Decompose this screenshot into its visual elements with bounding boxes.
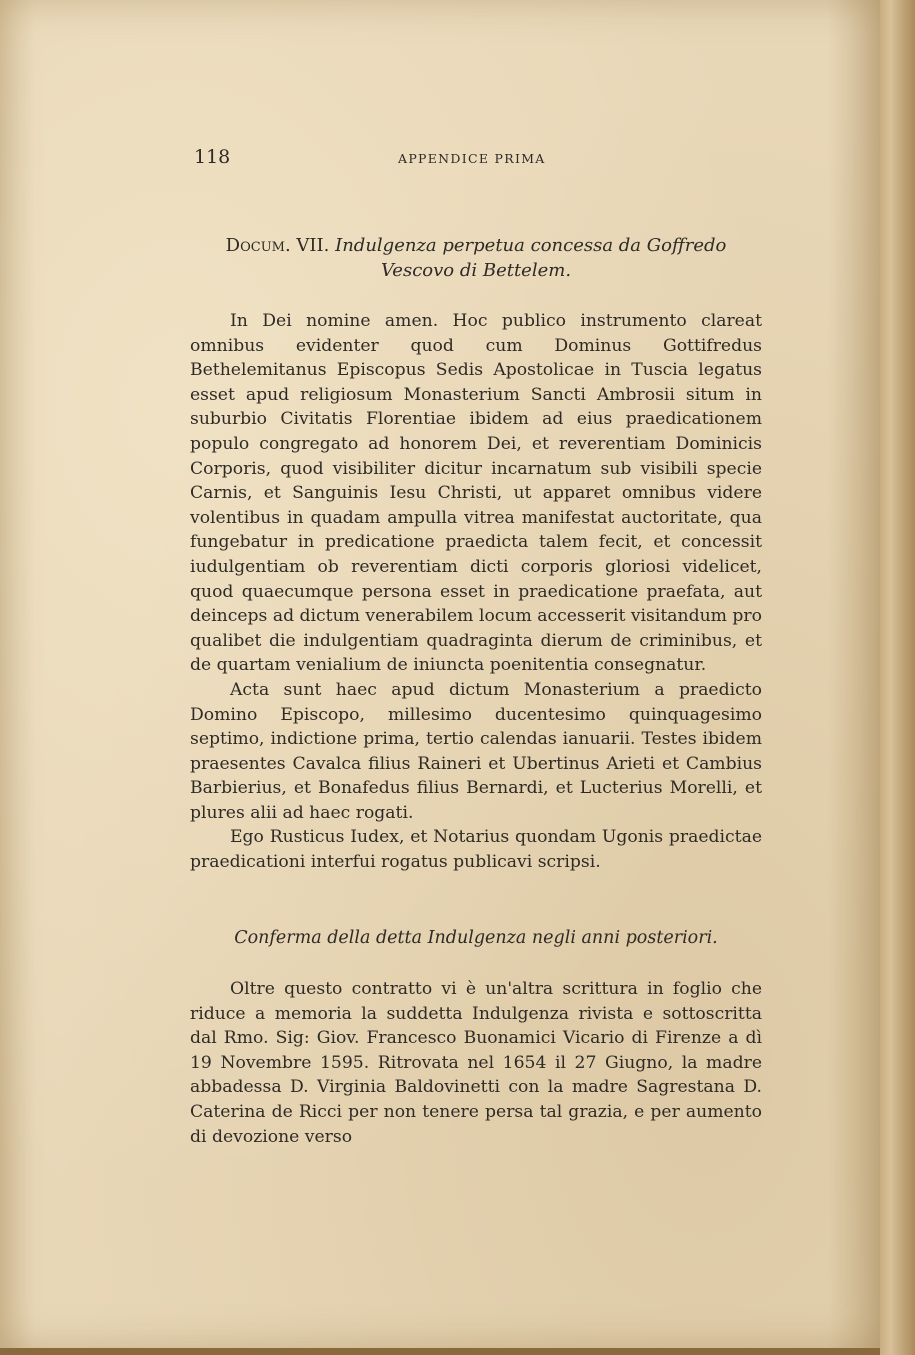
paragraph: In Dei nomine amen. Hoc publico instrumento clareat omnibus evidenter quod cum Dominus Gottifredus Bethelemitanus Episcopus Sedis Apostolicae in Tuscia legatus esset apud religiosum Monasterium Sancti Ambrosii situm in suburbio Civitatis Florentiae ibidem ad eius praedicationem populo congregato ad honorem Dei, et reverentiam Dominicis Corporis, quod visibiliter dicitur incarnatum sub visibili specie Carnis, et Sanguinis Iesu Christi, ut apparet omnibus videre volentibus in quadam ampulla vitrea manifestat auctoritate, qua fungebatur in predicatione praedicta talem fecit, et concessit iudulgentiam ob reverentiam dicti corporis gloriosi videlicet, quod quaecumque persona esset in praedicatione praefata, aut deinceps ad dictum venerabilem locum accesserit visitandum pro qualibet die indulgentiam quadraginta dierum de criminibus, et de quartam venialium de iniuncta poenitentia consegnatur.: [190, 311, 762, 676]
page-number: 118: [194, 146, 231, 168]
document-title-text: Indulgenza perpetua concessa da Goffredo Vescovo di Bettelem.: [335, 235, 727, 281]
running-head: APPENDICE PRIMA: [398, 151, 546, 166]
section-subheading: Conferma della detta Indulgenza negli anni posteriori.: [234, 928, 718, 948]
paragraph: Oltre questo contratto vi è un'altra scrittura in foglio che riduce a memoria la suddetta Indulgenza rivista e sottoscritta dal Rmo. Sig: Giov. Francesco Buonamici Vicario di Firenze a dì 19 Novembre 1595. Ritrovata nel 1654 il 27 Giugno, la madre abbadessa D. Virginia Baldovinetti con la madre Sagrestana D. Caterina de Ricci per non tenere persa tal grazia, e per aumento di devozione verso: [190, 979, 762, 1147]
page-header: [194, 146, 760, 172]
italian-text: [190, 977, 762, 1149]
document-label: Docum. VII.: [225, 235, 330, 256]
paragraph: Acta sunt haec apud dictum Monasterium a praedicto Domino Episcopo, millesimo ducentesimo quinquagesimo septimo, indictione prima, tertio calendas ianuarii. Testes ibidem praesentes Cavalca filius Raineri et Ubertinus Arieti et Cambius Barbierius, et Bonafedus filius Bernardi, et Lucterius Morelli, et plures alii ad haec rogati.: [190, 679, 762, 823]
page-edge: [880, 0, 915, 1355]
paragraph: Ego Rusticus Iudex, et Notarius quondam Ugonis praedictae praedicationi interfui rogatus publicavi scripsi.: [190, 827, 762, 873]
latin-text: [190, 309, 762, 875]
document-title: [190, 233, 762, 283]
